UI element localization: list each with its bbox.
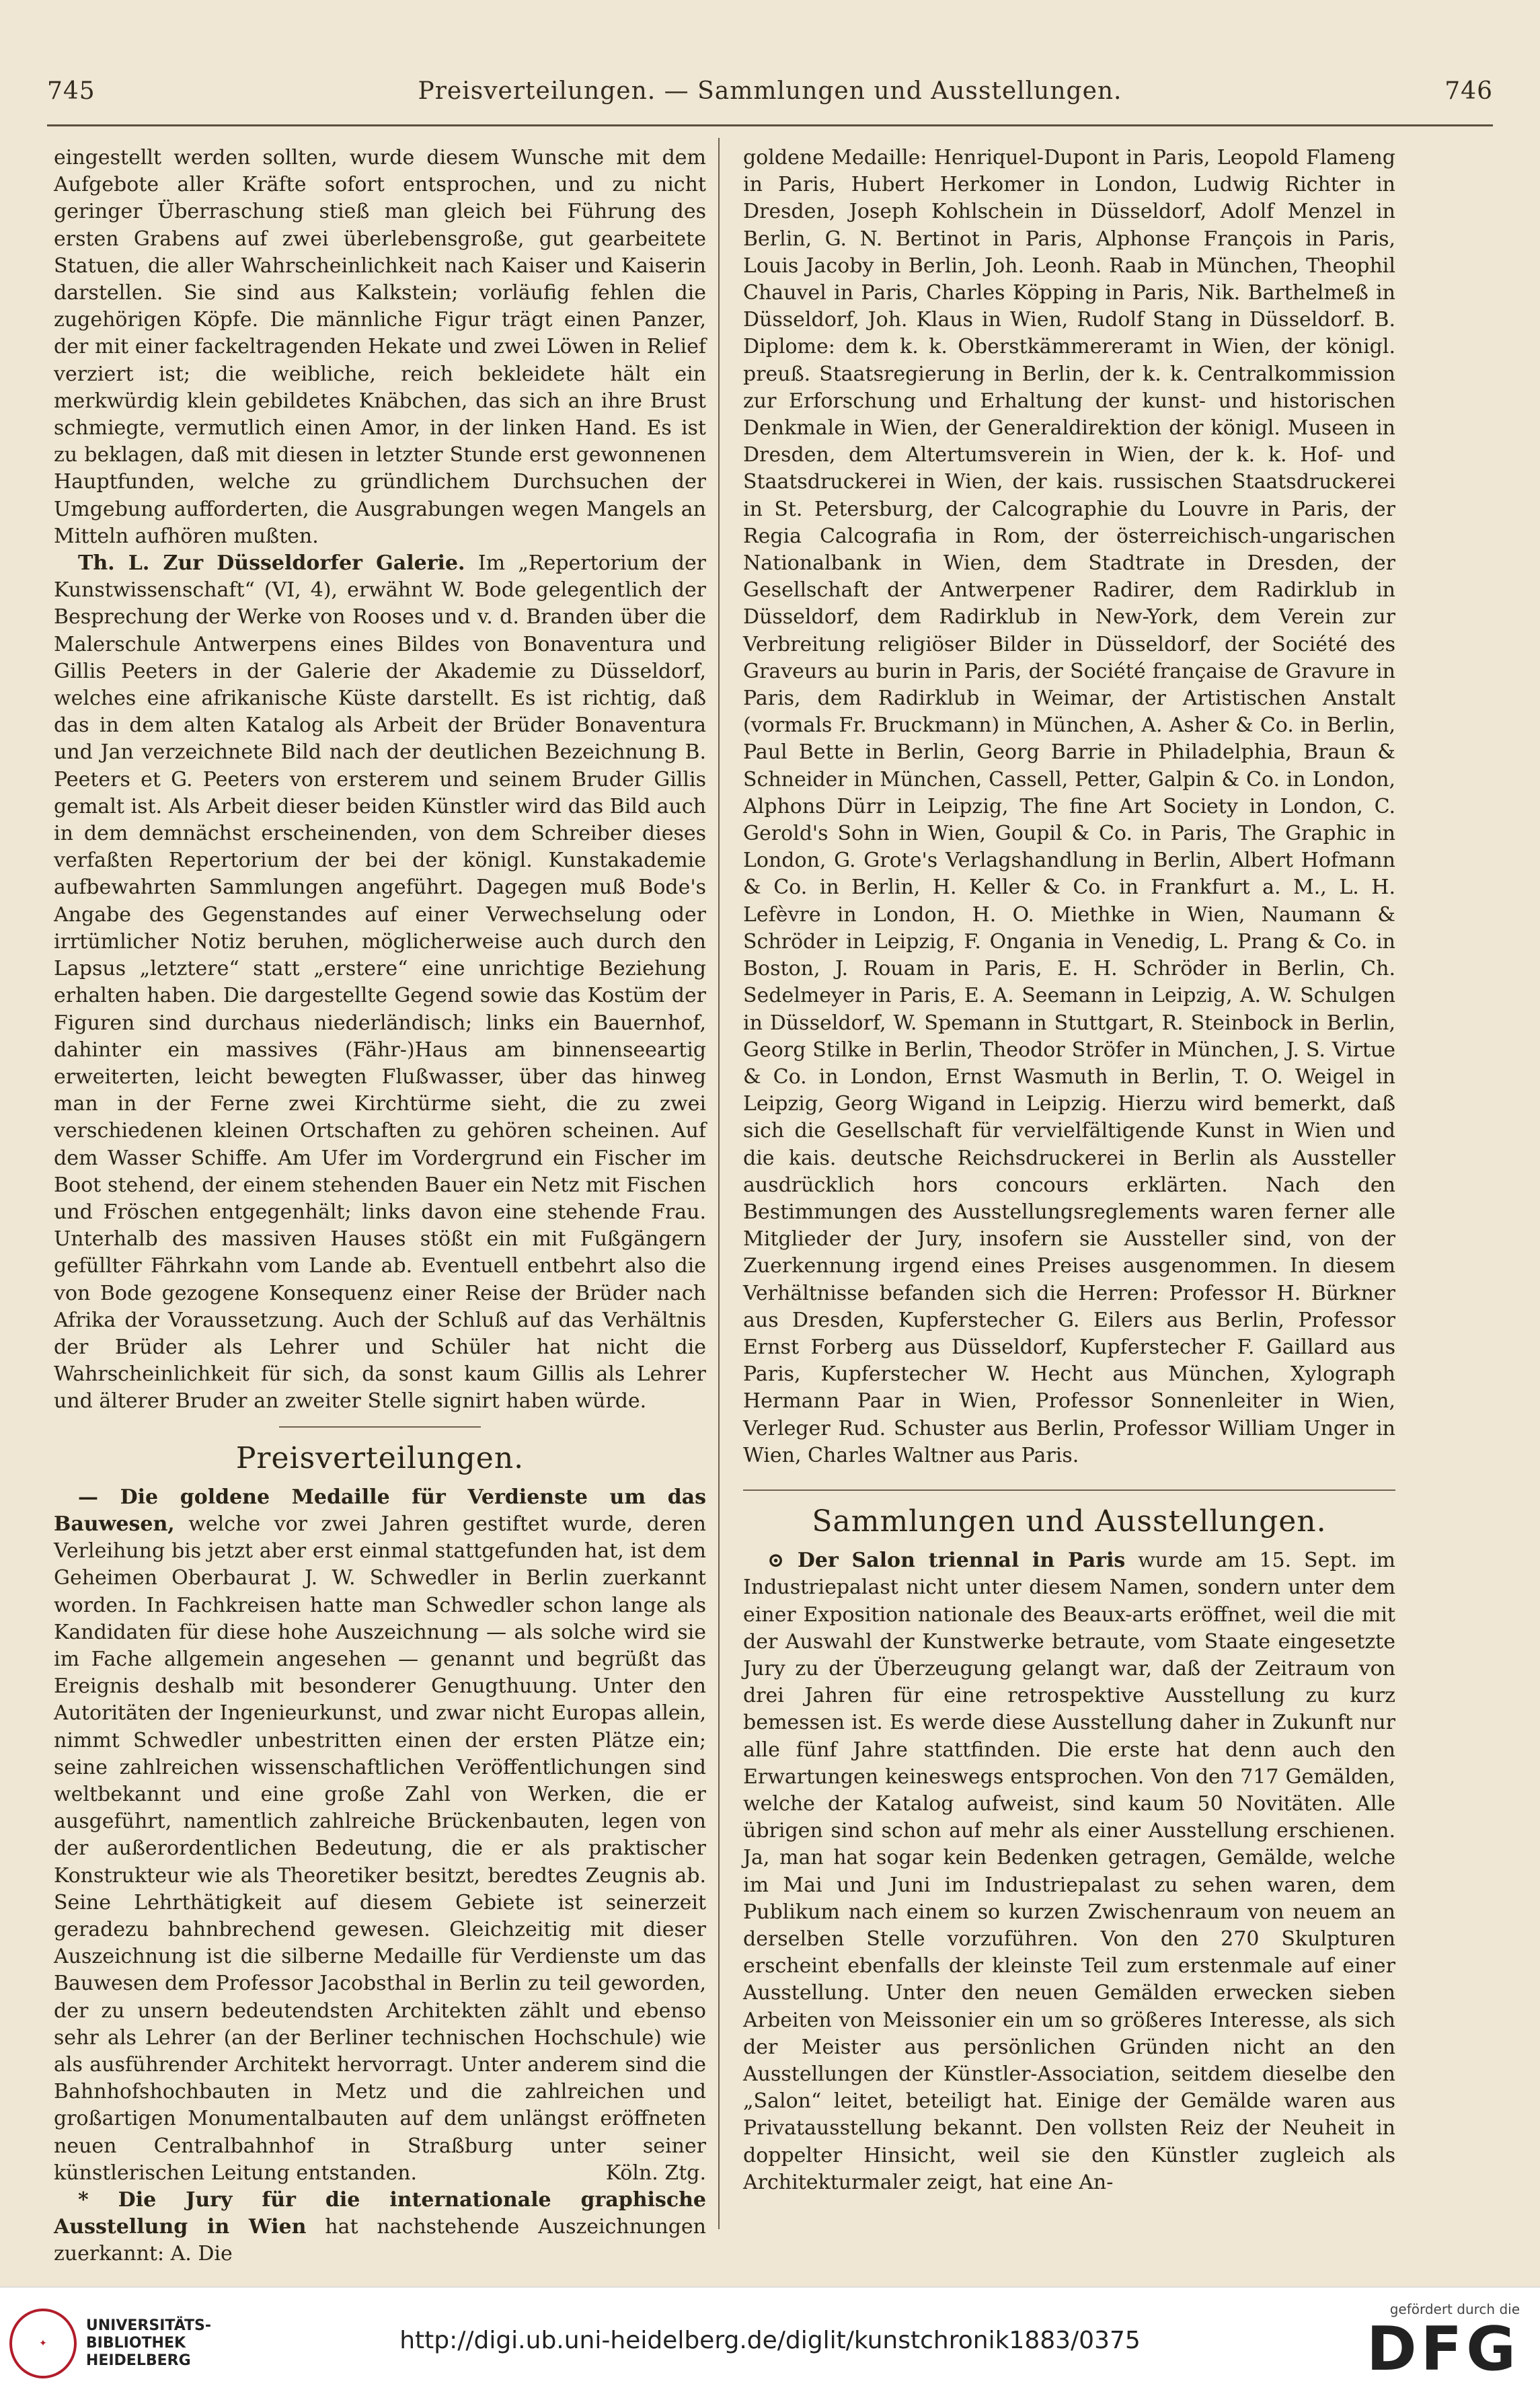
left-column — [54, 145, 706, 2266]
paragraph-body: Im „Repertorium der Kunstwissenschaft“ (VI, 4), erwähnt W. Bode gelegentlich der Besprechung der Werke von Rooses und v. d. Branden über die Malerschule Antwerpens eines Bildes von Bonaventura und Gillis Peeters in der Galerie der Akademie zu Düsseldorf, welches eine afrikanische Küste darstellt. Es ist richtig, daß das in dem alten Katalog als Arbeit der Brüder Bonaventura und Jan verzeichnete Bild nach der deutlichen Bezeichnung B. Peeters et G. Peeters von ersterem und seinem Bruder Gillis gemalt ist. Als Arbeit dieser beiden Künstler wird das Bild auch in dem demnächst erscheinenden, von dem Schreiber dieses verfaßten Repertorium der bei der königl. Kunstakademie aufbewahrten Sammlungen angeführt. Dagegen muß Bode's Angabe des Gegenstandes auf einer Verwechselung oder irrtümlicher Notiz beruhen, möglicherweise auch durch den Lapsus „letztere“ statt „erstere“ eine unrichtige Beziehung erhalten haben. Die dargestellte Gegend sowie das Kostüm der Figuren sind durchaus niederländisch; links ein Bauernhof, dahinter ein massives (Fähr-)Haus am binnenseeartig erweiterten, leicht bewegten Flußwasser, über das hinweg man in der Ferne zwei Kirchtürme sieht, die zu zwei verschiedenen kleinen Ortschaften zu gehören scheinen. Auf dem Wasser Schiffe. Am Ufer im Vordergrund ein Fischer im Boot stehend, der einem stehenden Bauer ein Netz mit Fischen und Fröschen entgegenhält; links davon eine stehende Frau. Unterhalb des massiven Hauses stößt ein mit Fußgängern gefüllter Fährkahn vom Lande ab. Eventuell entbehrt also die von Bode gezogene Konsequenz einer Reise der Brüder nach Afrika der Voraussetzung. Auch der Schluß auf das Verhältnis der Brüder als Lehrer und Schüler hat nicht die Wahrscheinlichkeit für sich, da sonst kaum Gillis als Lehrer und älterer Bruder an zweiter Stelle signirt haben würde. — [54, 551, 706, 1413]
logo-line: HEIDELBERG — [85, 2352, 191, 2369]
section-rule — [743, 1489, 1395, 1491]
paragraph — [743, 1547, 1395, 2196]
header-rule — [47, 124, 1493, 126]
paragraph — [54, 1484, 706, 2187]
paragraph-body: hat nachstehende Auszeichnungen zuerkannt: A. Die — [54, 2215, 706, 2266]
section-rule-top — [54, 1426, 706, 1428]
dfg-wordmark: DFG — [1366, 2314, 1520, 2385]
running-title: Preisverteilungen. — Sammlungen und Ausstellungen. — [418, 77, 1122, 105]
paragraph — [54, 550, 706, 1416]
paragraph-lead: ⊙ Der Salon triennal in Paris — [767, 1549, 1126, 1573]
page-number-right: 746 — [1445, 77, 1493, 105]
paragraph-lead: Th. L. Zur Düsseldorfer Galerie. — [78, 551, 465, 576]
paragraph — [54, 2187, 706, 2268]
university-seal-icon: ✦ — [9, 2309, 77, 2378]
source-credit: Köln. Ztg. — [605, 2161, 706, 2185]
footer-bar — [0, 2286, 1540, 2402]
logo-line: BIBLIOTHEK — [85, 2335, 186, 2352]
section-title-preisverteilungen: Preisverteilungen. — [235, 1440, 525, 1475]
dfg-logo[interactable] — [1298, 2301, 1520, 2389]
column-rule — [718, 138, 720, 2229]
funded-by-text: gefördert durch die — [1389, 2301, 1520, 2317]
logo-line: UNIVERSITÄTS- — [85, 2317, 211, 2334]
paragraph: eingestellt werden sollten, wurde diesem Wunsche mit dem Aufgebote aller Kräfte sofort entsprochen, und zu nicht geringer Überraschung stieß man gleich bei Führung des ersten Grabens auf zwei überlebensgroße, gut gearbeitete Statuen, die aller Wahrscheinlichkeit nach Kaiser und Kaiserin darstellen. Sie sind aus Kalkstein; vorläufig fehlen die zugehörigen Köpfe. Die männliche Figur trägt einen Panzer, der mit einer fackeltragenden Hekate und zwei Löwen in Relief verziert ist; die weibliche, reich bekleidete hält ein merkwürdig klein gebildetes Knäbchen, das sich an ihre Brust schmiegte, vermutlich einen Amor, in der linken Hand. Es ist zu beklagen, daß mit diesen in letzter Stunde erst gewonnenen Hauptfunden, welche zu gründlichem Durchsuchen der Umgebung aufforderten, die Ausgrabungen wegen Mangels an Mitteln aufhören mußten. — [54, 146, 706, 548]
paragraph-body: wurde am 15. Sept. im Industriepalast nicht unter diesem Namen, sondern unter dem einer Exposition nationale des Beaux-arts eröffnet, weil die mit der Auswahl der Kunstwerke betraute, vom Staate eingesetzte Jury zu der Überzeugung gelangt war, daß der Zeitraum von drei Jahren für eine retrospektive Ausstellung zu kurz bemessen ist. Es werde diese Ausstellung daher in Zukunft nur alle fünf Jahre stattfinden. Die erste hat denn auch den Erwartungen keineswegs entsprochen. Von den 717 Gemälden, welche der Katalog aufweist, sind kaum 50 Novitäten. Alle übrigen sind schon auf mehr als einer Ausstellung erschienen. Ja, man hat sogar kein Bedenken getragen, Gemälde, welche im Mai und Juni im Industriepalast zu sehen waren, dem Publikum nach einem so kurzen Zwischenraum von neuem an derselben Stelle vorzuführen. Von den 270 Skulpturen erscheint ebenfalls der kleinste Teil zum erstenmale auf einer Ausstellung. Unter den neuen Gemälden erwecken sieben Arbeiten von Meissonier ein um so größeres Interesse, als sich der Meister aus persönlichen Gründen nicht an den Ausstellungen der Künstler-Association, seitdem dieselbe den „Salon“ leitet, beteiligt hat. Einige der Gemälde waren aus Privatausstellung bekannt. Den vollsten Reiz der Neuheit in doppelter Hinsicht, weil sie den Künstler zugleich als Architekturmaler zeigt, hat eine An- — [743, 1549, 1396, 2194]
permalink-url[interactable]: http://digi.ub.uni-heidelberg.de/diglit/kunstchronik1883/0375 — [399, 2327, 1141, 2354]
paragraph-lead: — Die goldene Medaille für Verdienste um das Bauwesen, — [54, 1485, 706, 1536]
paragraph-body: welche vor zwei Jahren gestiftet wurde, deren Verleihung bis jetzt aber erst einmal stattgefunden hat, ist dem Geheimen Oberbaurat J. W. Schwedler in Berlin zuerkannt worden. In Fachkreisen hatte man Schwedler schon lange als Kandidaten für diese hohe Auszeichnung — als solche wird sie im Fache allgemein angesehen — genannt und begrüßt das Ereignis deshalb mit besonderer Genugthuung. Unter den Autoritäten der Ingenieurkunst, und zwar nicht Europas allein, nimmt Schwedler unbestritten einen der ersten Plätze ein; seine zahlreichen wissenschaftlichen Veröffentlichungen sind weltbekannt und eine große Zahl von Werken, die er ausgeführt, namentlich zahlreiche Brückenbauten, legen von der außerordentlichen Bedeutung, die er als praktischer Konstrukteur wie als Theoretiker besitzt, beredtes Zeugnis ab. Seine Lehrthätigkeit auf diesem Gebiete ist seinerzeit geradezu bahnbrechend gewesen. Gleichzeitig mit dieser Auszeichnung ist die silberne Medaille für Verdienste um das Bauwesen dem Professor Jacobsthal in Berlin zu teil geworden, der zu unsern bedeutendsten Architekten zählt und ebenso sehr als Lehrer (an der Berliner technischen Hochschule) wie als ausführender Architekt hervorragt. Unter anderem sind die Bahnhofshochbauten in Metz und die zahlreichen und großartigen Monumentalbauten auf dem unlängst eröffneten neuen Centralbahnhof in Straßburg unter seiner künstlerischen Leitung entstanden. — [54, 1512, 706, 2185]
right-column — [743, 145, 1395, 2236]
paragraph: goldene Medaille: Henriquel-Dupont in Paris, Leopold Flameng in Paris, Hubert Herkomer in London, Ludwig Richter in Dresden, Joseph Kohlschein in Düsseldorf, Adolf Menzel in Berlin, G. N. Bertinot in Paris, Alphonse François in Paris, Louis Jacoby in Berlin, Joh. Leonh. Raab in München, Theophil Chauvel in Paris, Charles Köpping in Paris, Nik. Barthelmeß in Düsseldorf, Joh. Klaus in Wien, Rudolf Stang in Düsseldorf. B. Diplome: dem k. k. Oberstkämmereramt in Wien, der königl. preuß. Staatsregierung in Berlin, der k. k. Centralkommission zur Erforschung und Erhaltung der kunst- und historischen Denkmale in Wien, der Generaldirektion der königl. Museen in Dresden, dem Altertumsverein in Wien, der k. k. Hof- und Staatsdruckerei in Wien, der kais. russischen Staatsdruckerei in St. Petersburg, der Calcographie du Louvre in Paris, der Regia Calcografia in Rom, der österreichisch-ungarischen Nationalbank in Wien, dem Stadtrate in Dresden, der Gesellschaft der Antwerpener Radirer, dem Radirklub in Düsseldorf, dem Radirklub in New-York, dem Verein zur Verbreitung religiöser Bilder in Düsseldorf, der Société des Graveurs au burin in Paris, der Société française de Gravure in Paris, dem Radirklub in Weimar, der Artistischen Anstalt (vormals Fr. Bruckmann) in München, A. Asher & Co. in Berlin, Paul Bette in Berlin, Georg Barrie in Philadelphia, Braun & Schneider in München, Cassell, Petter, Galpin & Co. in London, Alphons Dürr in Leipzig, The fine Art Society in London, C. Gerold's Sohn in Wien, Goupil & Co. in Paris, The Graphic in London, G. Grote's Verlagshandlung in Berlin, Albert Hofmann & Co. in Berlin, H. Keller & Co. in Frankfurt a. M., L. H. Lefèvre in London, H. O. Miethke in Wien, Naumann & Schröder in Leipzig, F. Ongania in Venedig, L. Prang & Co. in Boston, J. Rouam in Paris, E. H. Schröder in Berlin, Ch. Sedelmeyer in Paris, E. A. Seemann in Leipzig, A. W. Schulgen in Düsseldorf, W. Spemann in Stuttgart, R. Steinbock in Berlin, Georg Stilke in Berlin, Theodor Ströfer in München, J. S. Virtue & Co. in London, Ernst Wasmuth in Berlin, T. O. Weigel in Leipzig, Georg Wigand in Leipzig. Hierzu wird bemerkt, daß sich die Gesellschaft für vervielfältigende Kunst in Wien und die kais. deutsche Reichsdruckerei in Berlin als Aussteller ausdrücklich hors concours erklärten. Nach den Bestimmungen des Ausstellungsreglements waren ferner alle Mitglieder der Jury, insofern sie Aussteller sind, von der Zuerkennung irgend eines Preises ausgenommen. In diesem Verhältnisse befanden sich die Herren: Professor H. Bürkner aus Dresden, Kupferstecher G. Eilers aus Berlin, Professor Ernst Forberg aus Düsseldorf, Kupferstecher F. Gaillard aus Paris, Kupferstecher W. Hecht aus München, Xylograph Hermann Paar in Wien, Professor Sonnenleiter in Wien, Verleger Rud. Schuster aus Berlin, Professor William Unger in Wien, Charles Waltner aus Paris. — [743, 146, 1395, 1467]
paragraph-lead: * Die Jury für die internationale graphische Ausstellung in Wien — [54, 2188, 706, 2239]
section-title-sammlungen: Sammlungen und Ausstellungen. — [812, 1504, 1327, 1539]
page-number-left: 745 — [47, 77, 95, 105]
page-header — [47, 67, 1493, 114]
